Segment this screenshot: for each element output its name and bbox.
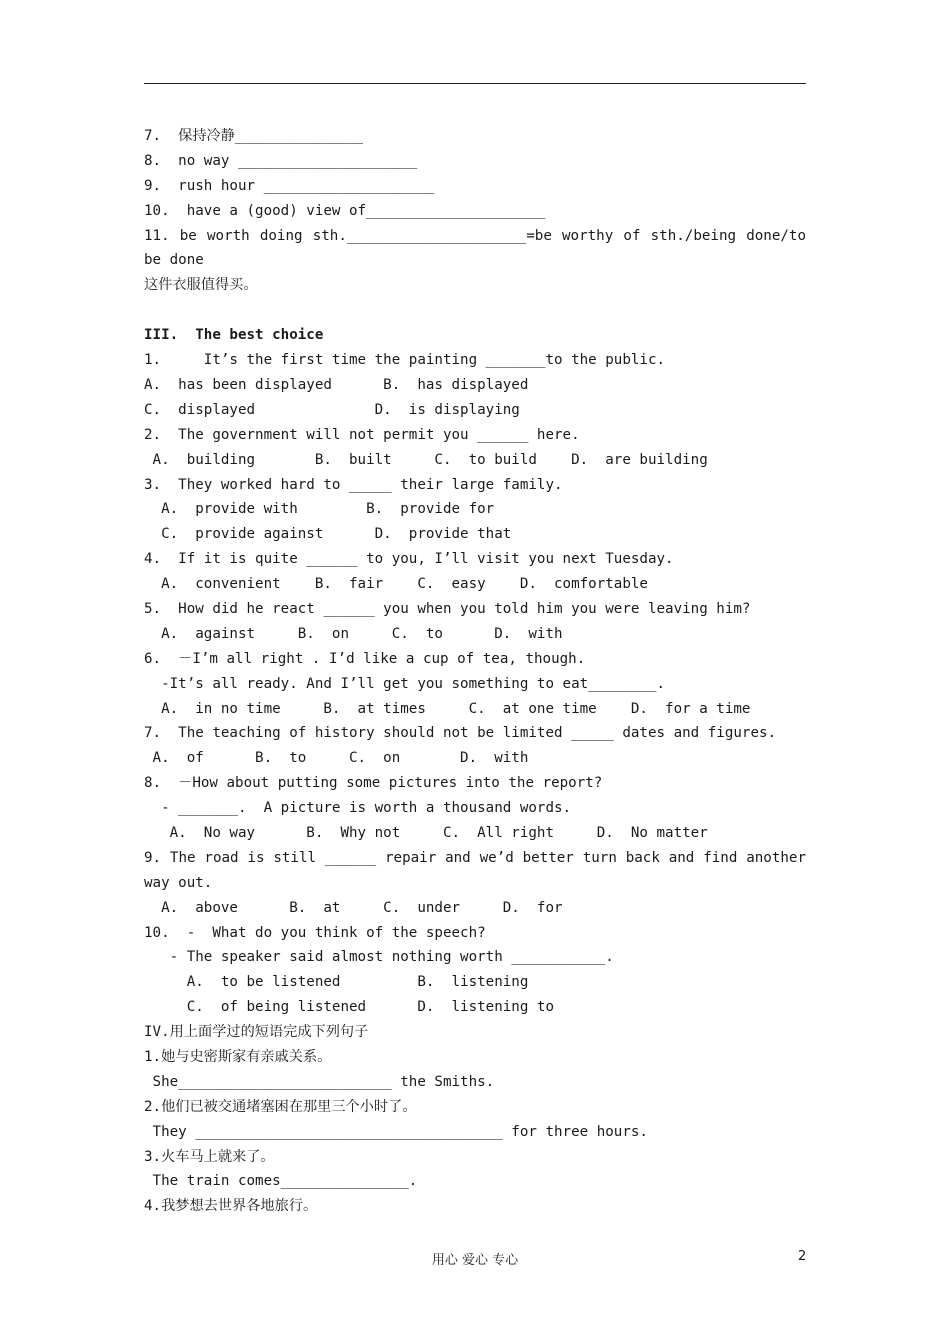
q10-options-cd: C. of being listened D. listening to	[144, 999, 554, 1016]
q5-options: A. against B. on C. to D. with	[144, 625, 563, 642]
q3-options-cd: C. provide against D. provide that	[144, 526, 512, 543]
page-number: 2	[798, 1249, 807, 1264]
q6-dialog: -It’s all ready. And I’ll get you something to eat________.	[144, 675, 666, 692]
spacer	[144, 298, 806, 323]
s4-q1-answer: She_________________________ the Smiths.	[144, 1073, 495, 1090]
item-11: 11. be worth doing sth._____________________=be worthy of sth./being done/to be done	[144, 227, 806, 269]
item-9: 9. rush hour ____________________	[144, 177, 435, 194]
q1-options-cd: C. displayed D. is displaying	[144, 401, 520, 418]
document-page	[144, 124, 806, 1219]
q5: 5. How did he react ______ you when you told him you were leaving him?	[144, 600, 751, 617]
q4: 4. If it is quite ______ to you, I’ll visit you next Tuesday.	[144, 551, 674, 568]
q3: 3. They worked hard to _____ their large family.	[144, 476, 563, 493]
s4-q3-answer: The train comes_______________.	[144, 1173, 418, 1190]
q2-options: A. building B. built C. to build D. are building	[144, 451, 708, 468]
q4-options: A. convenient B. fair C. easy D. comfortable	[144, 576, 648, 593]
q6: 6. －I’m all right . I’d like a cup of tea, though.	[144, 650, 586, 667]
q1-options-ab: A. has been displayed B. has displayed	[144, 376, 529, 393]
q10-options-ab: A. to be listened B. listening	[144, 974, 529, 991]
q8: 8. －How about putting some pictures into the report?	[144, 775, 603, 792]
item-8: 8. no way _____________________	[144, 152, 418, 169]
footer-text: 用心 爱心 专心	[431, 1253, 519, 1268]
s4-q2: 2.他们已被交通堵塞困在那里三个小时了。	[144, 1098, 417, 1115]
q10-dialog: - The speaker said almost nothing worth ___________.	[144, 949, 614, 966]
q10: 10. - What do you think of the speech?	[144, 924, 486, 941]
q1: 1. It’s the first time the painting _______to the public.	[144, 352, 666, 369]
q7: 7. The teaching of history should not be limited _____ dates and figures.	[144, 725, 777, 742]
q3-options-ab: A. provide with B. provide for	[144, 501, 495, 518]
q9-options: A. above B. at C. under D. for	[144, 899, 563, 916]
item-7: 7. 保持冷静_______________	[144, 128, 364, 144]
s4-q3: 3.火车马上就来了。	[144, 1148, 275, 1165]
s4-q4: 4.我梦想去世界各地旅行。	[144, 1198, 318, 1215]
q8-dialog: - _______. A picture is worth a thousand words.	[144, 800, 572, 817]
q9: 9. The road is still ______ repair and we’d better turn back and find another way out.	[144, 849, 806, 891]
q8-options: A. No way B. Why not C. All right D. No matter	[144, 824, 708, 841]
q7-options: A. of B. to C. on D. with	[144, 750, 529, 767]
header-rule	[144, 83, 806, 84]
q6-options: A. in no time B. at times C. at one time D. for a time	[144, 700, 751, 717]
item-11-example: 这件衣服值得买。	[144, 277, 258, 294]
item-10: 10. have a (good) view of_____________________	[144, 202, 546, 219]
q2: 2. The government will not permit you ______ here.	[144, 426, 580, 443]
section4-heading: IV.用上面学过的短语完成下列句子	[144, 1024, 369, 1041]
section3-heading: III. The best choice	[144, 327, 324, 344]
s4-q2-answer: They ____________________________________ for three hours.	[144, 1123, 648, 1140]
s4-q1: 1.她与史密斯家有亲戚关系。	[144, 1049, 332, 1066]
